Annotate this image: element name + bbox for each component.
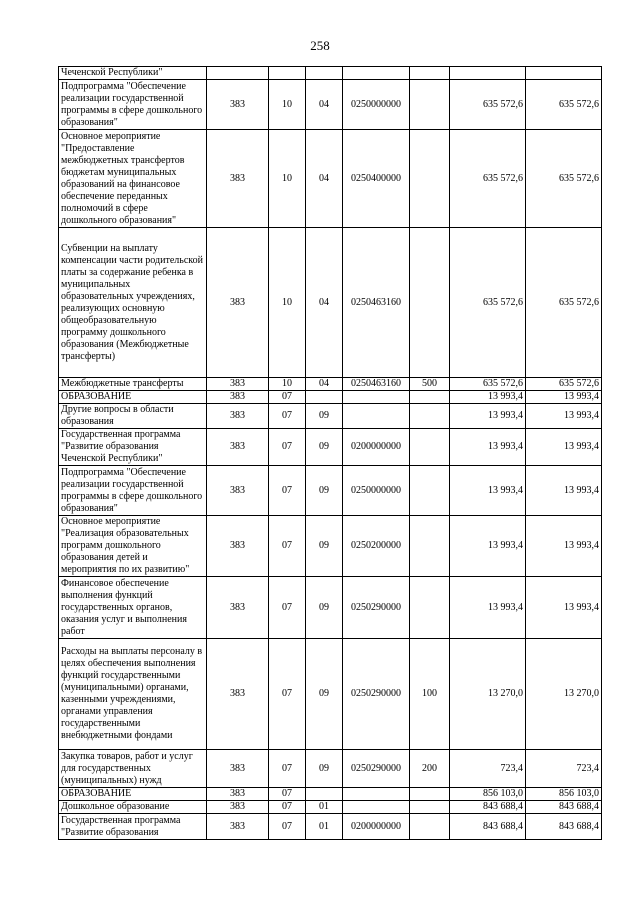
budget-item-name: Государственная программа "Развитие образования Чеченской Республики"	[59, 429, 207, 466]
amount-year-1: 13 993,4	[450, 516, 526, 577]
expense-type-code	[410, 814, 450, 840]
ministry-code: 383	[207, 429, 269, 466]
expense-type-code: 500	[410, 378, 450, 391]
amount-year-1: 13 993,4	[450, 429, 526, 466]
ministry-code: 383	[207, 814, 269, 840]
table-row	[59, 801, 602, 814]
amount-year-2: 13 993,4	[526, 466, 602, 516]
amount-year-1: 13 993,4	[450, 466, 526, 516]
ministry-code: 383	[207, 80, 269, 130]
subsection-code: 04	[306, 130, 343, 228]
section-code	[269, 67, 306, 80]
budget-item-name: ОБРАЗОВАНИЕ	[59, 788, 207, 801]
section-code: 07	[269, 391, 306, 404]
subsection-code: 04	[306, 378, 343, 391]
section-code: 10	[269, 80, 306, 130]
budget-item-name: Дошкольное образование	[59, 801, 207, 814]
amount-year-2: 635 572,6	[526, 80, 602, 130]
subsection-code	[306, 67, 343, 80]
table-row	[59, 750, 602, 788]
budget-item-name: Расходы на выплаты персоналу в целях обеспечения выполнения функций государственными (муниципальными) органами, казенными учреждениями, органами управления государственными внебюджетными фондами	[59, 639, 207, 750]
target-article-code: 0250290000	[343, 750, 410, 788]
subsection-code	[306, 391, 343, 404]
budget-item-name: Подпрограмма "Обеспечение реализации государственной программы в сфере дошкольного образования"	[59, 466, 207, 516]
ministry-code: 383	[207, 404, 269, 429]
expense-type-code	[410, 404, 450, 429]
amount-year-1: 635 572,6	[450, 228, 526, 378]
amount-year-1: 635 572,6	[450, 130, 526, 228]
table-row	[59, 577, 602, 639]
budget-item-name: Закупка товаров, работ и услуг для государственных (муниципальных) нужд	[59, 750, 207, 788]
subsection-code: 09	[306, 466, 343, 516]
amount-year-1: 13 270,0	[450, 639, 526, 750]
target-article-code	[343, 67, 410, 80]
subsection-code: 04	[306, 228, 343, 378]
target-article-code: 0250290000	[343, 639, 410, 750]
table-row	[59, 228, 602, 378]
target-article-code	[343, 404, 410, 429]
amount-year-1: 635 572,6	[450, 80, 526, 130]
table-row	[59, 516, 602, 577]
table-row	[59, 130, 602, 228]
budget-item-name: Чеченской Республики"	[59, 67, 207, 80]
ministry-code: 383	[207, 228, 269, 378]
ministry-code: 383	[207, 801, 269, 814]
amount-year-1: 635 572,6	[450, 378, 526, 391]
section-code: 10	[269, 228, 306, 378]
section-code: 07	[269, 801, 306, 814]
target-article-code	[343, 801, 410, 814]
table-row	[59, 788, 602, 801]
table-row	[59, 391, 602, 404]
table-row	[59, 80, 602, 130]
ministry-code: 383	[207, 516, 269, 577]
expense-type-code	[410, 788, 450, 801]
subsection-code: 09	[306, 750, 343, 788]
ministry-code: 383	[207, 639, 269, 750]
section-code: 10	[269, 130, 306, 228]
amount-year-1: 843 688,4	[450, 814, 526, 840]
expense-type-code	[410, 429, 450, 466]
target-article-code: 0250463160	[343, 228, 410, 378]
section-code: 07	[269, 516, 306, 577]
budget-item-name: Субвенции на выплату компенсации части родительской платы за содержание ребенка в муниципальных образовательных учреждениях, реализующих основную общеобразовательную программу дошкольного образования (Межбюджетные трансферты)	[59, 228, 207, 378]
amount-year-2: 635 572,6	[526, 130, 602, 228]
page-number: 258	[310, 38, 330, 53]
subsection-code: 04	[306, 80, 343, 130]
budget-item-name: Финансовое обеспечение выполнения функций государственных органов, оказания услуг и выполнения работ	[59, 577, 207, 639]
budget-item-name: Другие вопросы в области образования	[59, 404, 207, 429]
amount-year-1: 843 688,4	[450, 801, 526, 814]
subsection-code: 01	[306, 801, 343, 814]
target-article-code	[343, 391, 410, 404]
amount-year-2: 13 993,4	[526, 516, 602, 577]
target-article-code: 0250000000	[343, 466, 410, 516]
table-row	[59, 466, 602, 516]
ministry-code: 383	[207, 577, 269, 639]
amount-year-2: 13 993,4	[526, 391, 602, 404]
expense-type-code	[410, 391, 450, 404]
amount-year-2: 13 270,0	[526, 639, 602, 750]
section-code: 07	[269, 814, 306, 840]
expense-type-code	[410, 67, 450, 80]
section-code: 07	[269, 750, 306, 788]
budget-item-name: Межбюджетные трансферты	[59, 378, 207, 391]
amount-year-1: 13 993,4	[450, 391, 526, 404]
table-row	[59, 67, 602, 80]
amount-year-2: 723,4	[526, 750, 602, 788]
target-article-code: 0250463160	[343, 378, 410, 391]
amount-year-2: 13 993,4	[526, 404, 602, 429]
ministry-code	[207, 67, 269, 80]
expense-type-code	[410, 80, 450, 130]
subsection-code: 09	[306, 404, 343, 429]
ministry-code: 383	[207, 130, 269, 228]
expense-type-code	[410, 516, 450, 577]
expense-type-code	[410, 228, 450, 378]
target-article-code: 0250290000	[343, 577, 410, 639]
ministry-code: 383	[207, 788, 269, 801]
amount-year-2: 13 993,4	[526, 429, 602, 466]
table-row	[59, 639, 602, 750]
ministry-code: 383	[207, 378, 269, 391]
budget-table	[58, 66, 602, 840]
expense-type-code	[410, 466, 450, 516]
amount-year-2: 635 572,6	[526, 378, 602, 391]
budget-item-name: Подпрограмма "Обеспечение реализации государственной программы в сфере дошкольного образования"	[59, 80, 207, 130]
amount-year-1: 13 993,4	[450, 577, 526, 639]
subsection-code: 09	[306, 429, 343, 466]
amount-year-2: 635 572,6	[526, 228, 602, 378]
section-code: 07	[269, 466, 306, 516]
target-article-code: 0200000000	[343, 429, 410, 466]
subsection-code: 09	[306, 516, 343, 577]
section-code: 07	[269, 404, 306, 429]
amount-year-1: 856 103,0	[450, 788, 526, 801]
expense-type-code	[410, 577, 450, 639]
section-code: 07	[269, 639, 306, 750]
section-code: 07	[269, 577, 306, 639]
ministry-code: 383	[207, 391, 269, 404]
subsection-code: 01	[306, 814, 343, 840]
table-row	[59, 429, 602, 466]
target-article-code: 0250200000	[343, 516, 410, 577]
budget-item-name: Государственная программа "Развитие образования	[59, 814, 207, 840]
expense-type-code	[410, 801, 450, 814]
target-article-code: 0250400000	[343, 130, 410, 228]
subsection-code	[306, 788, 343, 801]
amount-year-1	[450, 67, 526, 80]
amount-year-2: 13 993,4	[526, 577, 602, 639]
budget-item-name: Основное мероприятие "Реализация образовательных программ дошкольного образования детей и мероприятия по их развитию"	[59, 516, 207, 577]
target-article-code: 0200000000	[343, 814, 410, 840]
section-code: 07	[269, 429, 306, 466]
expense-type-code	[410, 130, 450, 228]
budget-item-name: ОБРАЗОВАНИЕ	[59, 391, 207, 404]
amount-year-2	[526, 67, 602, 80]
section-code: 07	[269, 788, 306, 801]
subsection-code: 09	[306, 577, 343, 639]
target-article-code: 0250000000	[343, 80, 410, 130]
table-row	[59, 404, 602, 429]
expense-type-code: 200	[410, 750, 450, 788]
amount-year-1: 723,4	[450, 750, 526, 788]
ministry-code: 383	[207, 466, 269, 516]
amount-year-1: 13 993,4	[450, 404, 526, 429]
table-row	[59, 378, 602, 391]
amount-year-2: 843 688,4	[526, 801, 602, 814]
table-row	[59, 814, 602, 840]
section-code: 10	[269, 378, 306, 391]
amount-year-2: 843 688,4	[526, 814, 602, 840]
amount-year-2: 856 103,0	[526, 788, 602, 801]
ministry-code: 383	[207, 750, 269, 788]
target-article-code	[343, 788, 410, 801]
subsection-code: 09	[306, 639, 343, 750]
expense-type-code: 100	[410, 639, 450, 750]
budget-item-name: Основное мероприятие "Предоставление межбюджетных трансфертов бюджетам муниципальных образований на финансовое обеспечение переданных полномочий в сфере дошкольного образования"	[59, 130, 207, 228]
